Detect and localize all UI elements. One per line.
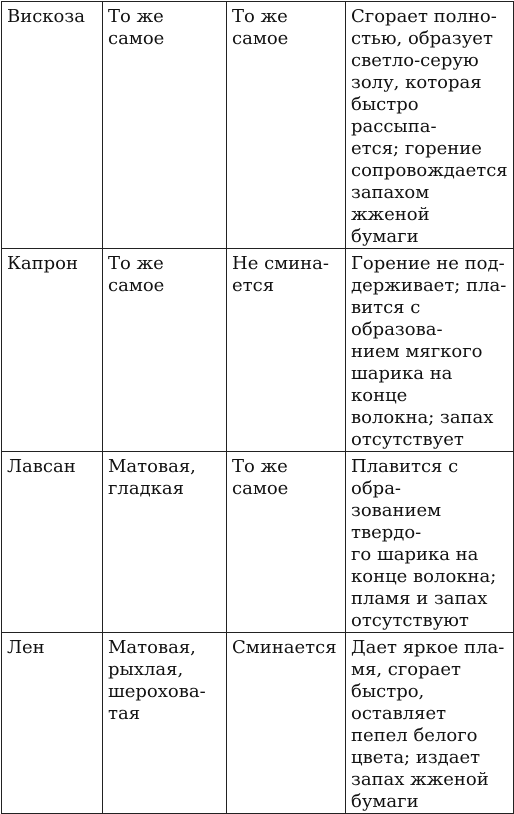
table-row xyxy=(2,452,514,633)
fiber-name-cell: Капрон xyxy=(2,249,103,452)
fiber-properties-table xyxy=(1,1,514,814)
surface-cell: Матовая, гладкая xyxy=(103,452,227,633)
burning-cell: Плавится с обра- зованием твердо- го шарика на конце волокна; пламя и запах отсутствуют xyxy=(346,452,514,633)
surface-cell: То же самое xyxy=(103,2,227,249)
creasing-cell: Сминается xyxy=(227,633,346,814)
creasing-cell: То же самое xyxy=(227,2,346,249)
burning-cell: Горение не под- держивает; пла- вится с образова- нием мягкого шарика на конце волокна; запах отсутствует xyxy=(346,249,514,452)
table-row xyxy=(2,249,514,452)
surface-cell: То же самое xyxy=(103,249,227,452)
creasing-cell: То же самое xyxy=(227,452,346,633)
burning-cell: Дает яркое пла- мя, сгорает быстро, оставляет пепел белого цвета; издает запах жженой бумаги xyxy=(346,633,514,814)
surface-cell: Матовая, рыхлая, шероховa- тая xyxy=(103,633,227,814)
fiber-name-cell: Вискоза xyxy=(2,2,103,249)
burning-cell: Сгорает полно- стью, образует светло-серую золу, которая быстро рассыпа- ется; горение сопровождается запахом жженой бумаги xyxy=(346,2,514,249)
table-row xyxy=(2,2,514,249)
fiber-name-cell: Лен xyxy=(2,633,103,814)
table-row xyxy=(2,633,514,814)
fiber-name-cell: Лавсан xyxy=(2,452,103,633)
creasing-cell: Не смина- ется xyxy=(227,249,346,452)
